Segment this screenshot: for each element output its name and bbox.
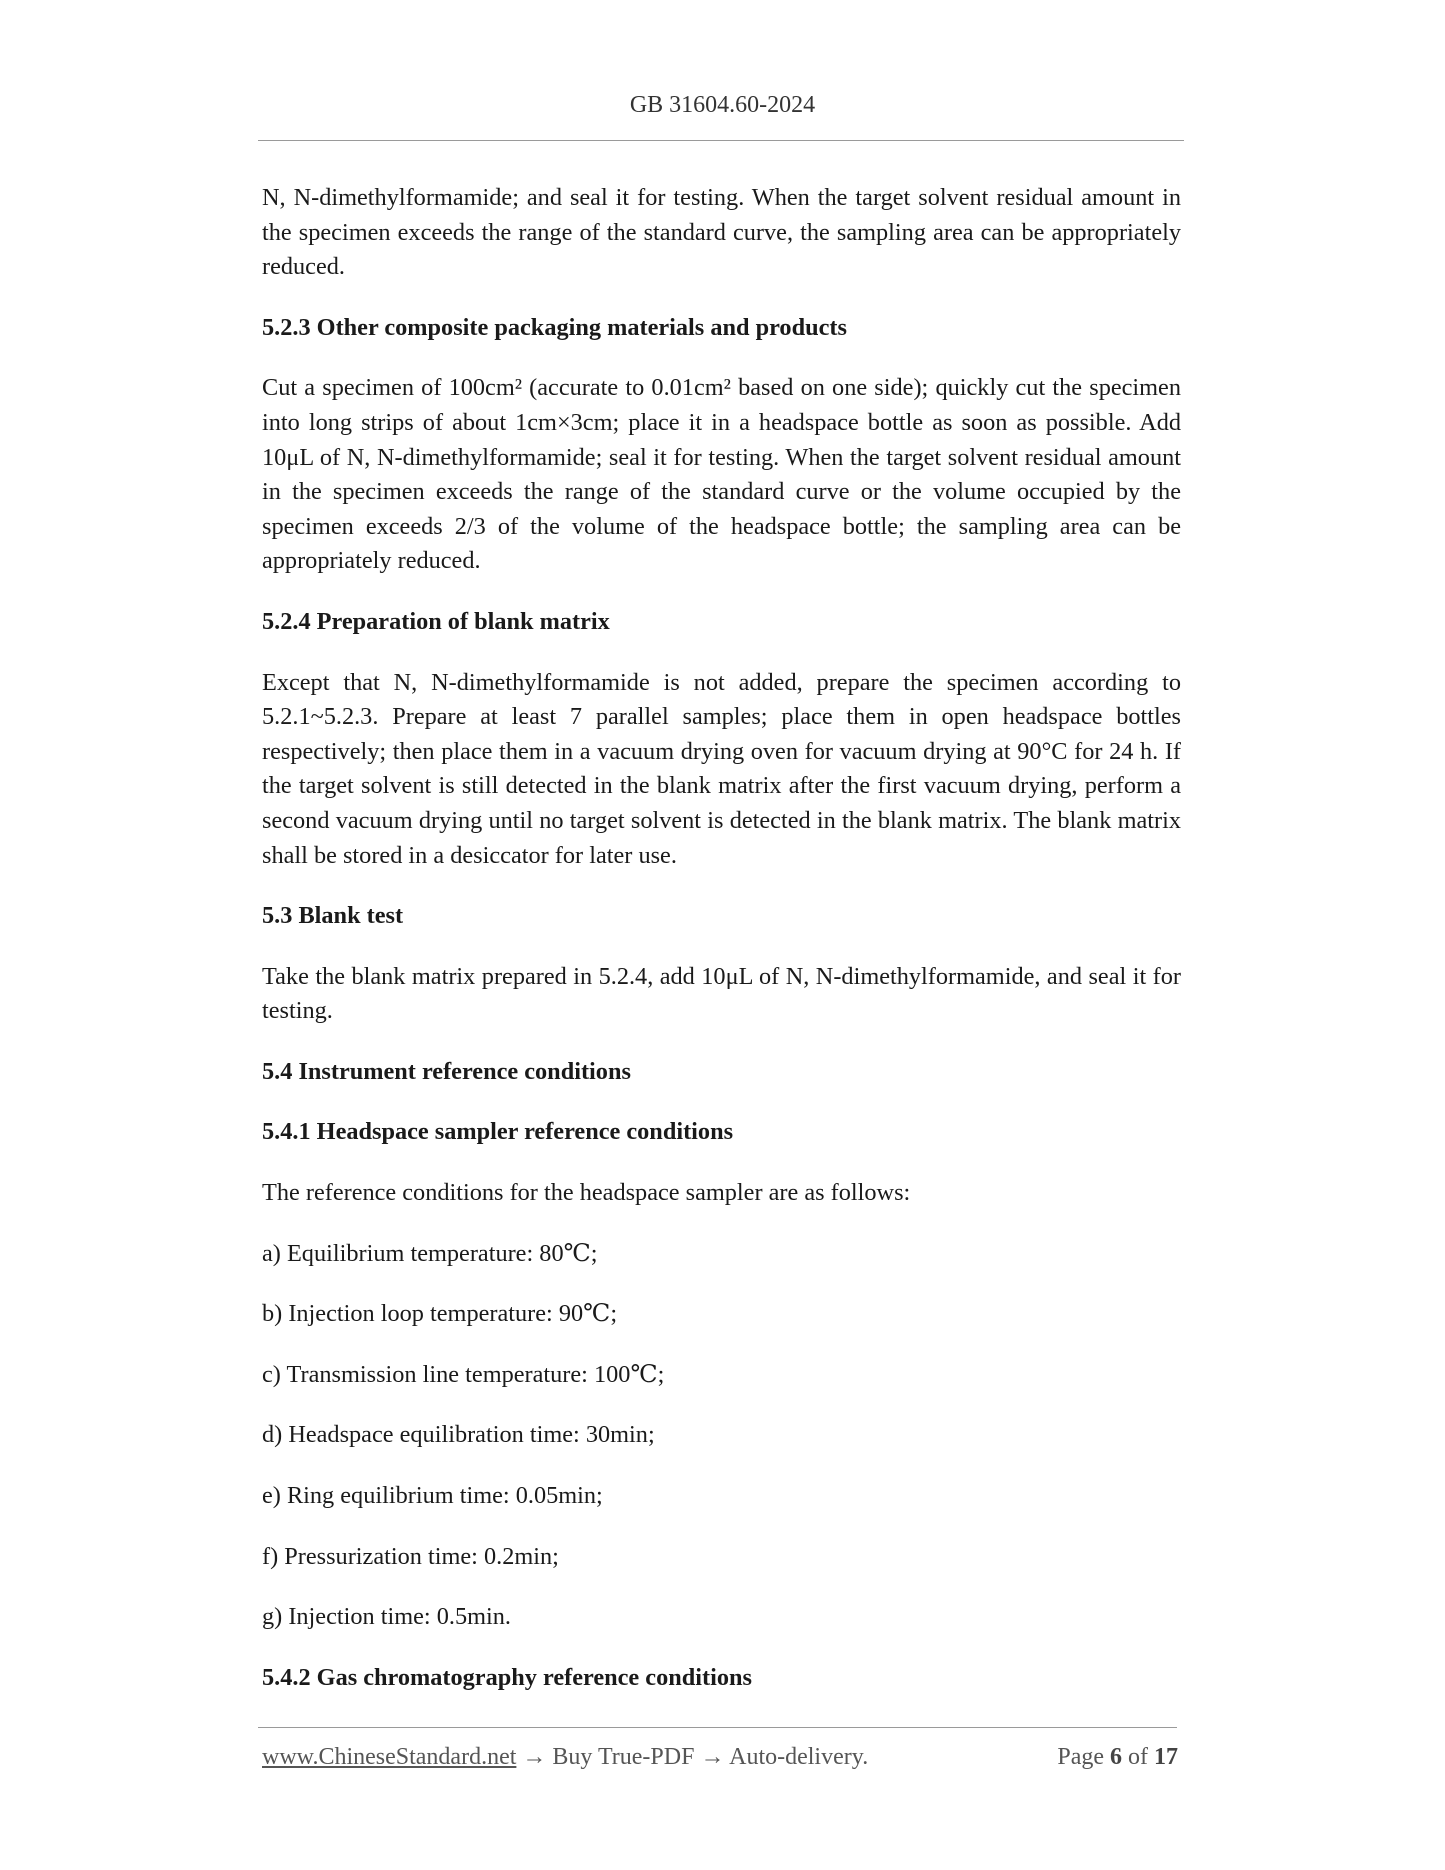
of-word: of xyxy=(1128,1744,1148,1770)
paragraph-blank-test: Take the blank matrix prepared in 5.2.4, add 10μL of N, N-dimethylformamide, and seal it for testing. xyxy=(262,962,1181,1025)
footer-promo-text: → Buy True-PDF → Auto-delivery. xyxy=(516,1744,869,1770)
list-item: a) Equilibrium temperature: 80℃; xyxy=(262,1239,598,1267)
section-heading-5-4-1: 5.4.1 Headspace sampler reference conditions xyxy=(262,1118,734,1146)
website-link[interactable]: www.ChineseStandard.net xyxy=(262,1744,517,1770)
page-number xyxy=(1057,1744,1178,1771)
paragraph-continuation: N, N-dimethylformamide; and seal it for testing. When the target solvent residual amount in the specimen exceeds the range of the standard curve, the sampling area can be appropriately reduced. xyxy=(262,184,1181,281)
total-pages-number: 17 xyxy=(1154,1744,1178,1770)
paragraph-blank-matrix: Except that N, N-dimethylformamide is not added, prepare the specimen according to 5.2.1~5.2.3. Prepare at least 7 parallel samples; place them in open headspace bottles respectively; then place them in a vacuum drying oven for vacuum drying at 90°C for 24 h. If the target solvent is still detected in the blank matrix after the first vacuum drying, perform a second vacuum drying until no target solvent is detected in the blank matrix. The blank matrix shall be stored in a desiccator for later use. xyxy=(262,668,1181,869)
footer-left xyxy=(262,1744,868,1771)
list-item: e) Ring equilibrium time: 0.05min; xyxy=(262,1482,603,1510)
page-header: GB 31604.60-2024 xyxy=(629,92,816,118)
page-word: Page xyxy=(1057,1744,1104,1770)
section-heading-5-2-4: 5.2.4 Preparation of blank matrix xyxy=(262,607,610,635)
section-heading-5-3: 5.3 Blank test xyxy=(262,902,404,930)
list-item: g) Injection time: 0.5min. xyxy=(262,1603,511,1631)
section-heading-5-2-3: 5.2.3 Other composite packaging materials and products xyxy=(262,313,847,341)
paragraph-composite-materials: Cut a specimen of 100cm² (accurate to 0.01cm² based on one side); quickly cut the specimen into long strips of about 1cm×3cm; place it in a headspace bottle as soon as possible. Add 10μL of N, N-dimethylformamide; seal it for testing. When the target solvent residual amount in the specimen exceeds the range of the standard curve or the volume occupied by the specimen exceeds 2/3 of the volume of the headspace bottle; the sampling area can be appropriately reduced. xyxy=(262,374,1181,575)
section-heading-5-4: 5.4 Instrument reference conditions xyxy=(262,1057,631,1085)
list-item: f) Pressurization time: 0.2min; xyxy=(262,1542,559,1570)
list-item: d) Headspace equilibration time: 30min; xyxy=(262,1421,655,1449)
list-item: b) Injection loop temperature: 90℃; xyxy=(262,1300,618,1328)
header-divider xyxy=(258,140,1184,141)
list-item: c) Transmission line temperature: 100℃; xyxy=(262,1360,665,1388)
paragraph-headspace-intro: The reference conditions for the headspace sampler are as follows: xyxy=(262,1179,911,1207)
section-heading-5-4-2: 5.4.2 Gas chromatography reference conditions xyxy=(262,1663,752,1691)
footer-divider xyxy=(258,1727,1177,1728)
page-content xyxy=(262,181,1181,1721)
current-page-number: 6 xyxy=(1110,1744,1122,1770)
